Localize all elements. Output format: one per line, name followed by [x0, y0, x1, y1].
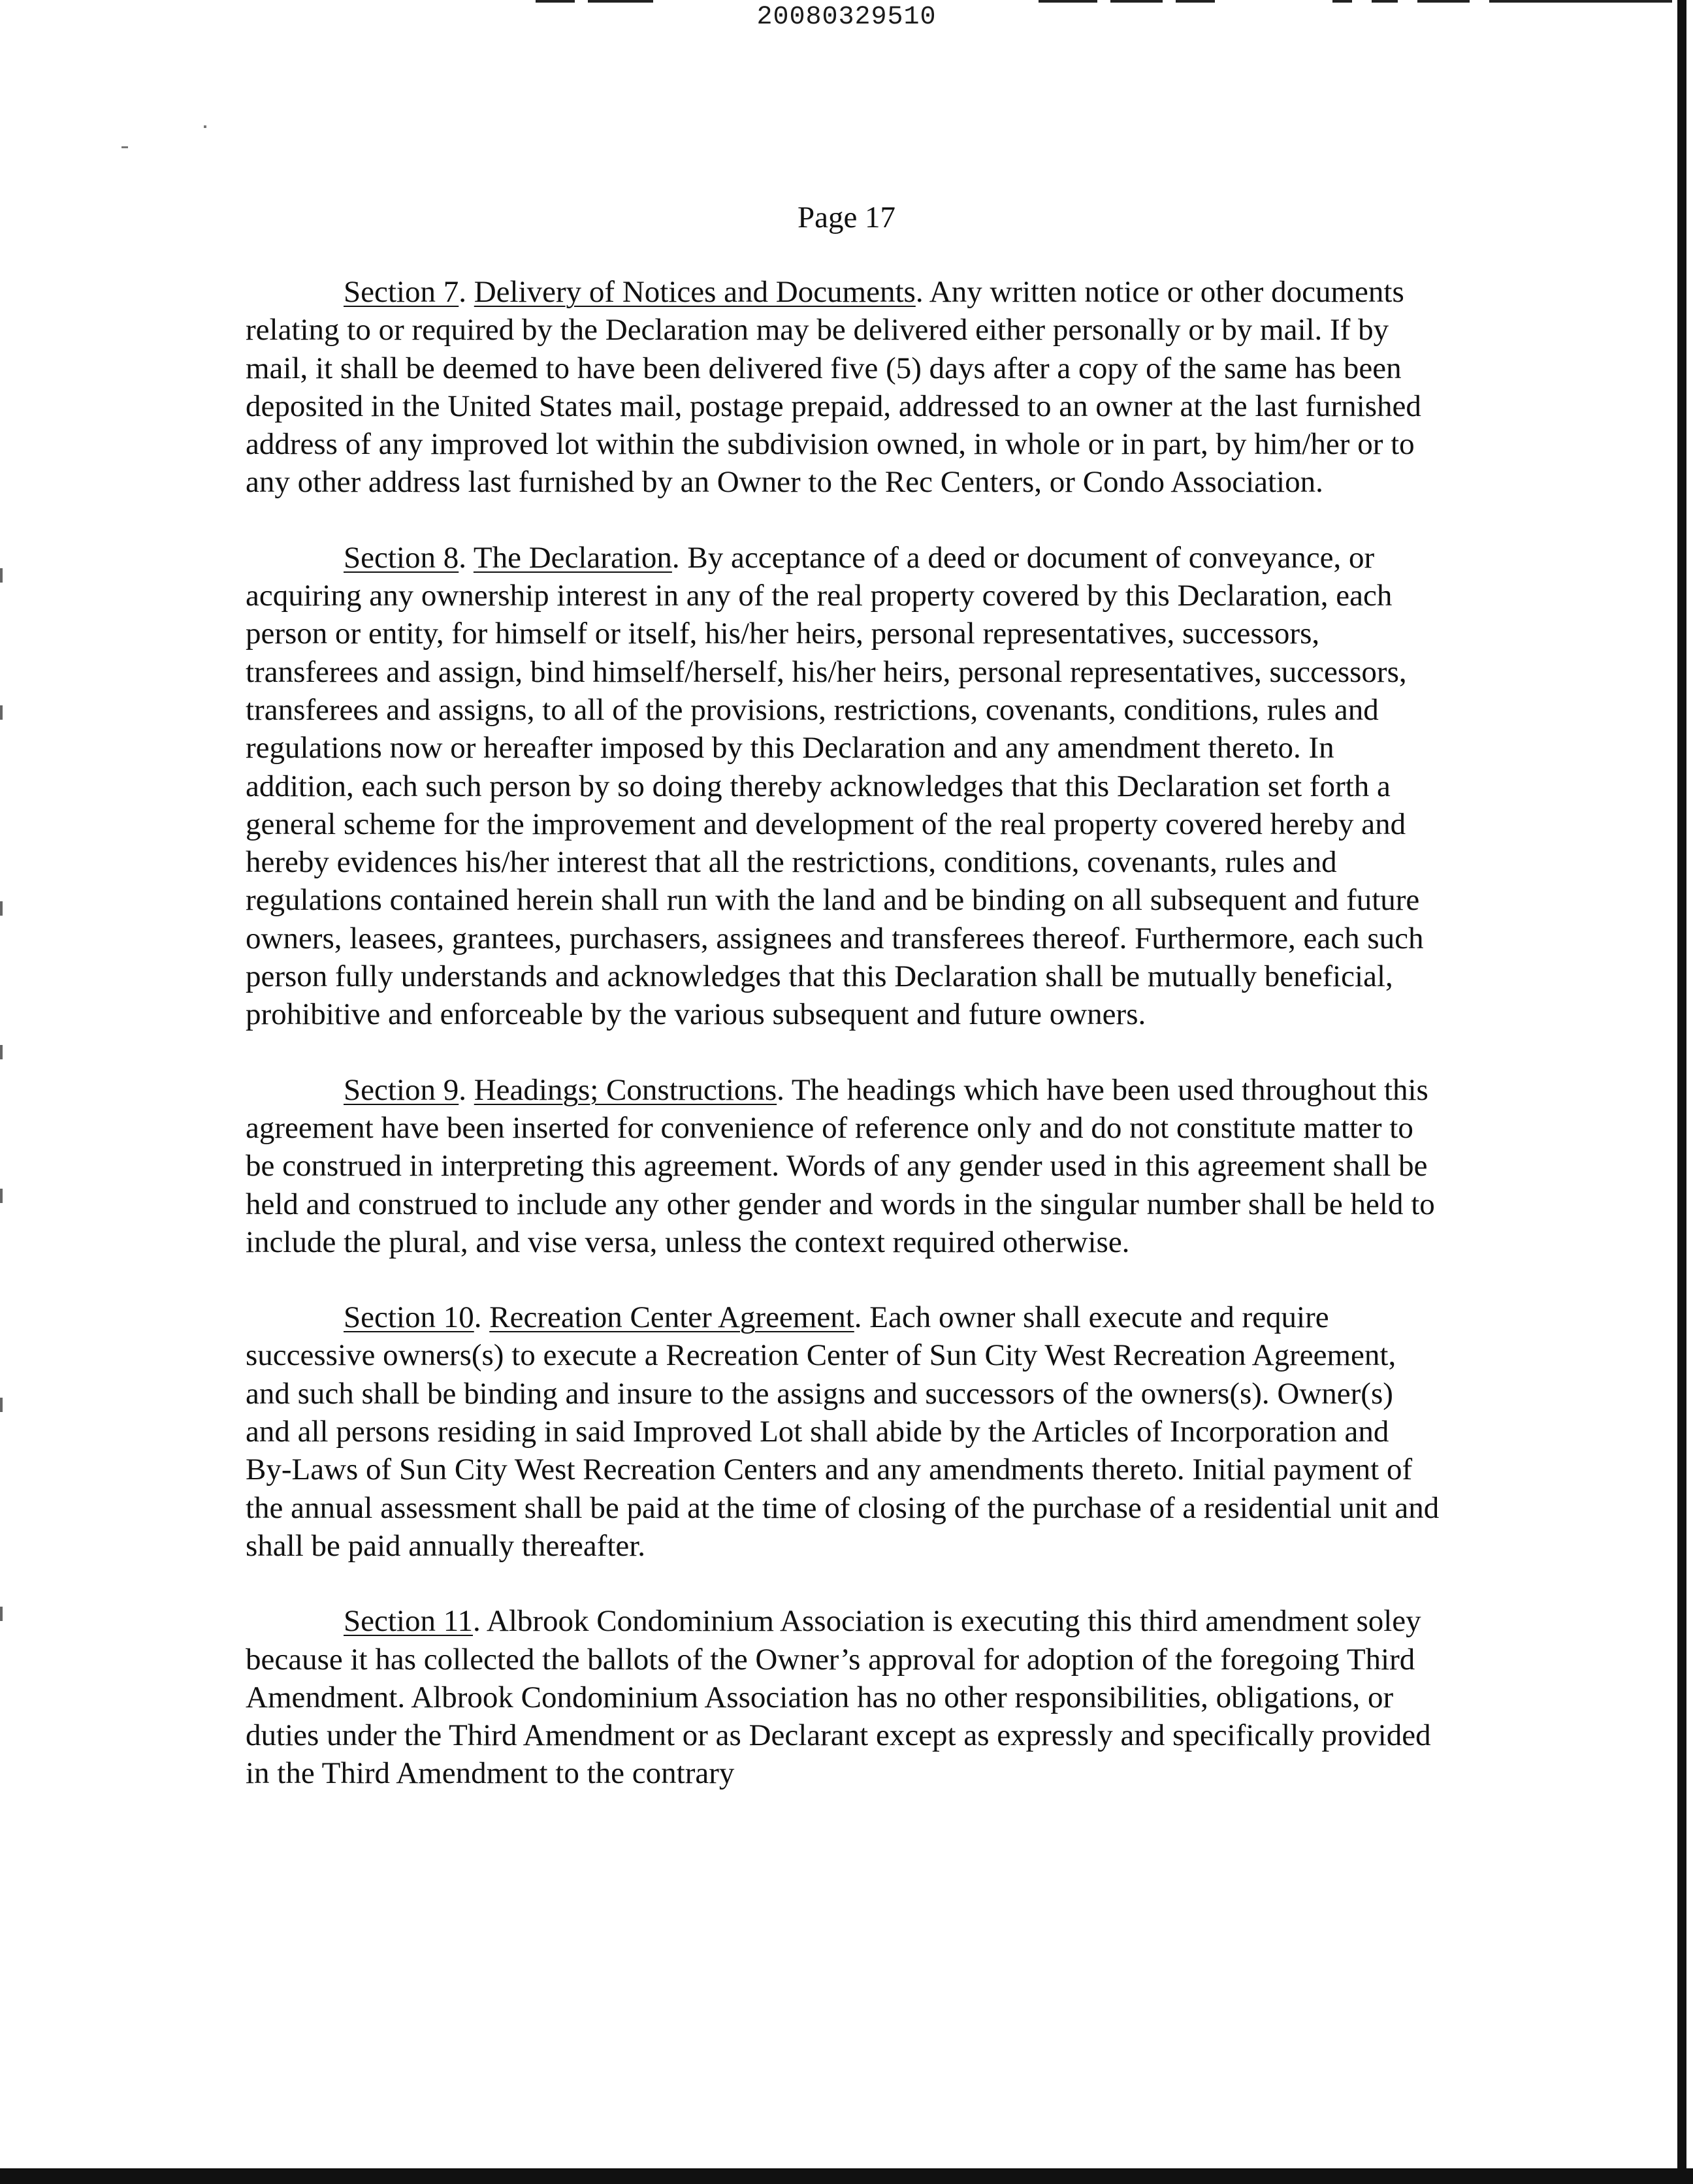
section-heading: Headings; Constructions	[474, 1072, 777, 1107]
section-10: Section 10. Recreation Center Agreement. Each owner shall execute and require successive owners(s) to execute a Recreation Center of Sun City West Recreation Agreement, and such shall be binding and insure to the assigns and successors of the owners(s). Owner(s) and all persons residing in said Improved Lot shall abide by the Articles of Incorporation and By-Laws of Sun City West Recreation Centers and any amendments thereto. Initial payment of the annual assessment shall be paid at the time of closing of the purchase of a residential unit and shall be paid annually thereafter.	[246, 1300, 1440, 1563]
section-heading: The Declaration	[473, 540, 672, 575]
section-text: By acceptance of a deed or document of conveyance, or acquiring any ownership interest in any of the real property covered by this Declaration, each person or entity, for himself or itself, his/her heirs, personal representatives, successors, transferees and assign, bind himself/herself, his/her heirs, personal representatives, successors, transferees and assigns, to all of the provisions, restrictions, covenants, conditions, rules and regulations now or hereafter imposed by this Declaration and any amendment thereto. In addition, each such person by so doing thereby acknowledges that this Declaration set forth a general scheme for the improvement and development of the real property covered hereby and hereby evidences his/her interest that all the restrictions, conditions, covenants, rules and regulations contained herein shall run with the land and be binding on all subsequent and future owners, leasees, grantees, purchasers, assignees and transferees thereof. Furthermore, each such person fully understands and acknowledges that this Declaration shall be mutually beneficial, prohibitive and enforceable by the various subsequent and future owners.	[246, 540, 1424, 1032]
scan-speck	[0, 1607, 3, 1621]
section-number: Section 9	[344, 1072, 459, 1107]
section-11: Section 11. Albrook Condominium Association is executing this third amendment soley because it has collected the ballots of the Owner’s approval for adoption of the foregoing Third Amendment. Albrook Condominium Association has no other responsibilities, obligations, or duties under the Third Amendment or as Declarant except as expressly and specifically provided in the Third Amendment to the contrary	[246, 1604, 1431, 1791]
section-number: Section 10	[344, 1300, 474, 1335]
section-heading: Delivery of Notices and Documents	[474, 275, 916, 309]
scan-speck	[0, 901, 3, 916]
section-number: Section 8	[344, 540, 459, 575]
section-text: Any written notice or other documents relating to or required by the Declaration may be delivered either personally or by mail. If by mail, it shall be deemed to have been delivered five (5) days after a copy of the same has been deposited in the United States mail, postage prepaid, addressed to an owner at the last furnished address of any improved lot within the subdivision owned, in whole or in part, by him/her or to any other address last furnished by an Owner to the Rec Centers, or Condo Association.	[246, 275, 1421, 500]
scan-speck	[0, 1189, 3, 1203]
document-number: 20080329510	[756, 3, 937, 32]
section-number: Section 7	[344, 275, 459, 309]
scan-border-right	[1677, 0, 1686, 2168]
section-text: The headings which have been used throughout this agreement have been inserted for convenience of reference only and do not constitute matter to be construed in interpreting this agreement. Words of any gender used in this agreement shall be held and construed to include any other gender and words in the singular number shall be held to include the plural, and vise versa, unless the context required otherwise.	[246, 1072, 1435, 1259]
section-7: Section 7. Delivery of Notices and Documents. Any written notice or other documents relating to or required by the Declaration may be delivered either personally or by mail. If by mail, it shall be deemed to have been delivered five (5) days after a copy of the same has been deposited in the United States mail, postage prepaid, addressed to an owner at the last furnished address of any improved lot within the subdivision owned, in whole or in part, by him/her or to any other address last furnished by an Owner to the Rec Centers, or Condo Association.	[246, 275, 1421, 500]
scan-speck	[204, 125, 206, 128]
section-9: Section 9. Headings; Constructions. The headings which have been used throughout this agreement have been inserted for convenience of reference only and do not constitute matter to be construed in interpreting this agreement. Words of any gender used in this agreement shall be held and construed to include any other gender and words in the singular number shall be held to include the plural, and vise versa, unless the context required otherwise.	[246, 1072, 1435, 1259]
section-text: Albrook Condominium Association is executing this third amendment soley because it has collected the ballots of the Owner’s approval for adoption of the foregoing Third Amendment. Albrook Condominium Association has no other responsibilities, obligations, or duties under the Third Amendment or as Declarant except as expressly and specifically provided in the Third Amendment to the contrary	[246, 1604, 1431, 1791]
scan-speck	[0, 568, 3, 583]
section-8: Section 8. The Declaration. By acceptance of a deed or document of conveyance, or acquiring any ownership interest in any of the real property covered by this Declaration, each person or entity, for himself or itself, his/her heirs, personal representatives, successors, transferees and assign, bind himself/herself, his/her heirs, personal representatives, successors, transferees and assigns, to all of the provisions, restrictions, covenants, conditions, rules and regulations now or hereafter imposed by this Declaration and any amendment thereto. In addition, each such person by so doing thereby acknowledges that this Declaration set forth a general scheme for the improvement and development of the real property covered hereby and hereby evidences his/her interest that all the restrictions, conditions, covenants, rules and regulations contained herein shall run with the land and be binding on all subsequent and future owners, leasees, grantees, purchasers, assignees and transferees thereof. Furthermore, each such person fully understands and acknowledges that this Declaration shall be mutually beneficial, prohibitive and enforceable by the various subsequent and future owners.	[246, 540, 1424, 1032]
section-number: Section 11	[344, 1604, 473, 1639]
section-text: Each owner shall execute and require successive owners(s) to execute a Recreation Center of Sun City West Recreation Agreement, and such shall be binding and insure to the assigns and successors of the owners(s). Owner(s) and all persons residing in said Improved Lot shall abide by the Articles of Incorporation and By-Laws of Sun City West Recreation Centers and any amendments thereto. Initial payment of the annual assessment shall be paid at the time of closing of the purchase of a residential unit and shall be paid annually thereafter.	[246, 1300, 1440, 1563]
scan-speck	[0, 705, 3, 720]
document-body	[246, 273, 1442, 1830]
scan-speck	[0, 1398, 3, 1412]
section-heading: Recreation Center Agreement	[489, 1300, 854, 1335]
page-number: Page 17	[797, 201, 896, 234]
scan-border-bottom	[0, 2168, 1693, 2184]
scan-speck	[0, 1045, 3, 1059]
scan-speck	[121, 146, 128, 148]
